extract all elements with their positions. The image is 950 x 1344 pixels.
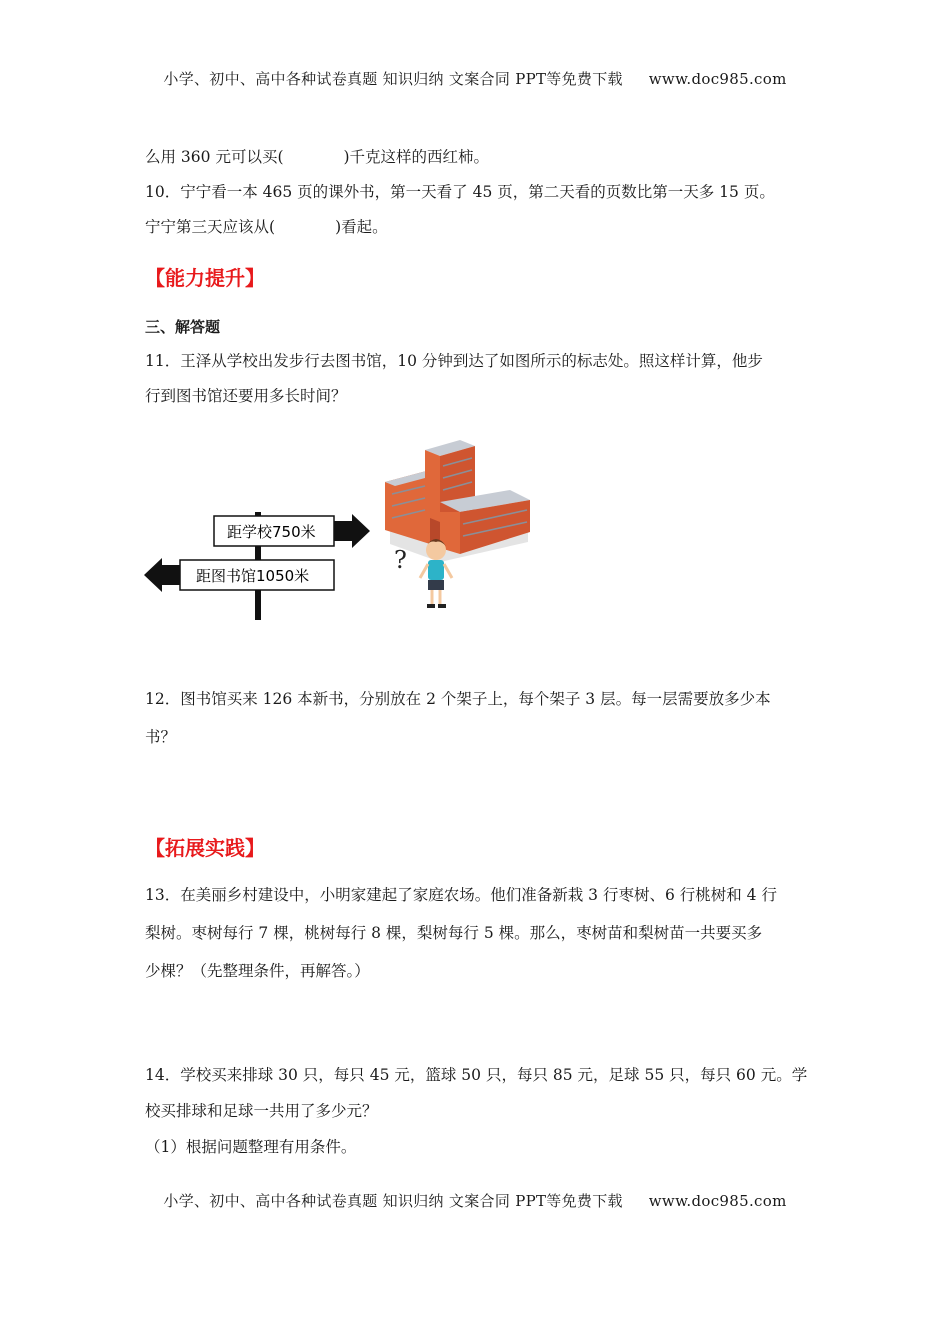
- question-mark: ?: [394, 546, 407, 574]
- question-12-line2: 书？: [145, 728, 177, 746]
- question-9-continuation: 么用 360 元可以买( )千克这样的西红柿。: [145, 148, 490, 166]
- question-13-line2: 梨树。枣树每行 7 棵，桃树每行 8 棵，梨树每行 5 棵。那么，枣树苗和梨树苗一共要买多: [145, 924, 763, 942]
- sign-distance-school: 距学校750米: [227, 523, 316, 541]
- page-footer: [0, 1190, 950, 1211]
- section-heading-ability: 【能力提升】: [145, 266, 265, 290]
- question-14-line1: 14．学校买来排球 30 只，每只 45 元，篮球 50 只，每只 85 元，足球 55 只，每只 60 元。学: [145, 1066, 808, 1084]
- header-site-link[interactable]: www.doc985.com: [648, 70, 787, 88]
- subheading-answer-questions: 三、解答题: [145, 318, 221, 336]
- question-13-line3: 少棵？（先整理条件，再解答。）: [145, 962, 370, 980]
- question-13-line1: 13．在美丽乡村建设中，小明家建起了家庭农场。他们准备新栽 3 行枣树、6 行桃树和 4 行: [145, 886, 777, 904]
- signpost-figure: [140, 432, 540, 627]
- footer-text: 小学、初中、高中各种试卷真题 知识归纳 文案合同 PPT等免费下载: [163, 1192, 623, 1210]
- question-11-line2: 行到图书馆还要用多长时间？: [145, 387, 347, 405]
- question-11-line1: 11．王泽从学校出发步行去图书馆，10 分钟到达了如图所示的标志处。照这样计算，他步: [145, 352, 763, 370]
- question-10-line2: 宁宁第三天应该从( )看起。: [145, 218, 388, 236]
- question-14-line2: 校买排球和足球一共用了多少元？: [145, 1102, 378, 1120]
- footer-site-link[interactable]: www.doc985.com: [648, 1192, 787, 1210]
- question-12-line1: 12．图书馆买来 126 本新书，分别放在 2 个架子上，每个架子 3 层。每一层需要放多少本: [145, 690, 771, 708]
- question-10-line1: 10．宁宁看一本 465 页的课外书，第一天看了 45 页，第二天看的页数比第一天多 15 页。: [145, 183, 775, 201]
- page-header: [0, 68, 950, 89]
- header-text: 小学、初中、高中各种试卷真题 知识归纳 文案合同 PPT等免费下载: [163, 70, 623, 88]
- section-heading-extension: 【拓展实践】: [145, 836, 265, 860]
- question-14-line3: （1）根据问题整理有用条件。: [145, 1138, 357, 1156]
- sign-distance-library: 距图书馆1050米: [196, 567, 310, 585]
- school-building-illustration: [385, 440, 530, 562]
